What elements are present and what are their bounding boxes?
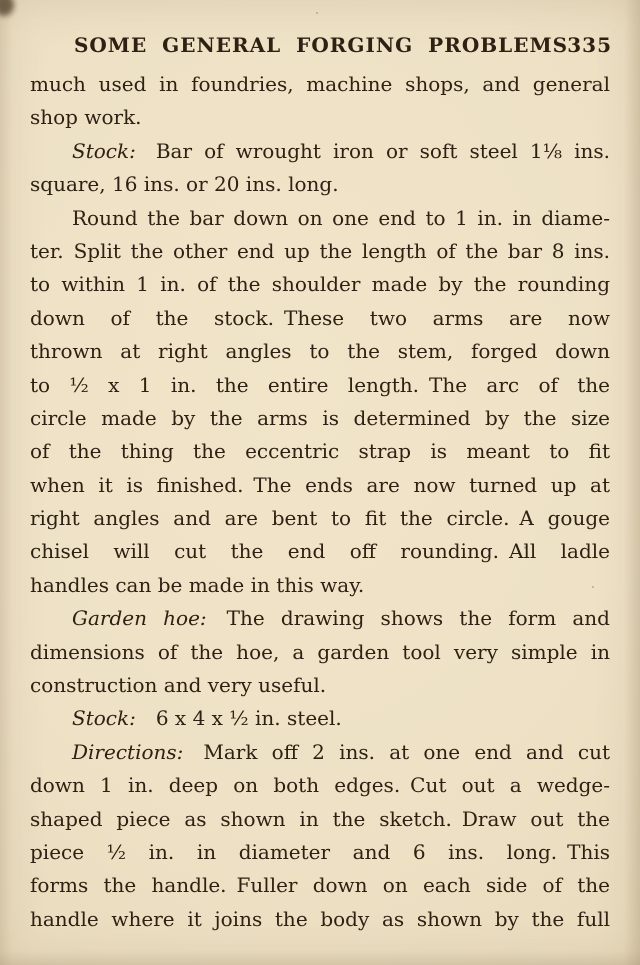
text-line — [30, 836, 610, 869]
paper-speck — [316, 12, 318, 14]
text-run: when it is finished. The ends are now turned up at — [30, 472, 610, 497]
text-line — [30, 469, 610, 502]
text-line — [30, 636, 610, 669]
text-run: shop work. — [30, 105, 142, 130]
text-run: thrown at right angles to the stem, forged down — [30, 339, 610, 364]
text-line — [30, 435, 610, 468]
text-run: Round the bar down on one end to 1 in. in diame- — [72, 205, 610, 230]
text-line — [30, 669, 610, 702]
italic-run: Stock: — [72, 138, 136, 163]
text-run: handles can be made in this way. — [30, 572, 365, 597]
text-run: shaped piece as shown in the sketch. Draw out the — [30, 806, 610, 831]
corner-smudge — [0, 0, 14, 16]
text-line — [30, 135, 610, 168]
text-run: to within 1 in. of the shoulder made by the rounding — [30, 272, 610, 297]
text-line — [30, 803, 610, 836]
text-run: chisel will cut the end off rounding. All ladle — [30, 539, 610, 564]
text-line — [30, 168, 610, 201]
text-run: forms the handle. Fuller down on each side of the — [30, 873, 610, 898]
text-line — [30, 903, 610, 936]
running-title: SOME GENERAL FORGING PROBLEMS — [73, 33, 569, 57]
text-line — [30, 402, 610, 435]
text-run: square, 16 ins. or 20 ins. long. — [30, 172, 339, 197]
text-line — [30, 202, 610, 235]
text-run: right angles and are bent to fit the circle. A gouge — [30, 506, 610, 531]
text-line — [30, 869, 610, 902]
text-line — [30, 569, 610, 602]
italic-run: Stock: — [72, 706, 136, 731]
text-run: down of the stock. These two arms are now — [30, 305, 610, 330]
text-run: to ½ x 1 in. the entire length. The arc of the — [30, 372, 610, 397]
text-line — [30, 502, 610, 535]
text-run: down 1 in. deep on both edges. Cut out a wedge- — [30, 773, 610, 798]
text-run: circle made by the arms is determined by the size — [30, 405, 610, 430]
text-run: Mark off 2 ins. at one end and cut — [183, 739, 610, 764]
text-line — [30, 335, 610, 368]
text-line — [30, 68, 610, 101]
text-line — [30, 602, 610, 635]
text-line — [30, 101, 610, 134]
text-run: much used in foundries, machine shops, and general — [30, 72, 610, 96]
text-line — [30, 769, 610, 802]
text-run: ter. Split the other end up the length of the bar 8 ins. — [30, 238, 610, 263]
text-line — [30, 235, 610, 268]
italic-run: Garden hoe: — [72, 606, 207, 631]
text-body — [30, 68, 610, 936]
text-run: dimensions of the hoe, a garden tool very simple in — [30, 639, 610, 664]
text-run: 6 x 4 x ½ in. steel. — [135, 706, 342, 731]
italic-run: Directions: — [72, 739, 184, 764]
text-line — [30, 702, 610, 735]
text-line — [30, 535, 610, 568]
text-run: Bar of wrought iron or soft steel 1⅛ ins. — [135, 138, 610, 163]
text-run: construction and very useful. — [30, 673, 327, 698]
text-run: piece ½ in. in diameter and 6 ins. long. This — [30, 839, 610, 864]
text-line — [30, 268, 610, 301]
text-run: The drawing shows the form and — [206, 606, 610, 631]
text-line — [30, 736, 610, 769]
text-line — [30, 302, 610, 335]
text-run: handle where it joins the body as shown by the full — [30, 906, 610, 931]
text-run: of the thing the eccentric strap is meant to fit — [30, 439, 610, 464]
page-number: 335 — [567, 33, 612, 57]
running-head — [30, 33, 612, 61]
text-line — [30, 369, 610, 402]
